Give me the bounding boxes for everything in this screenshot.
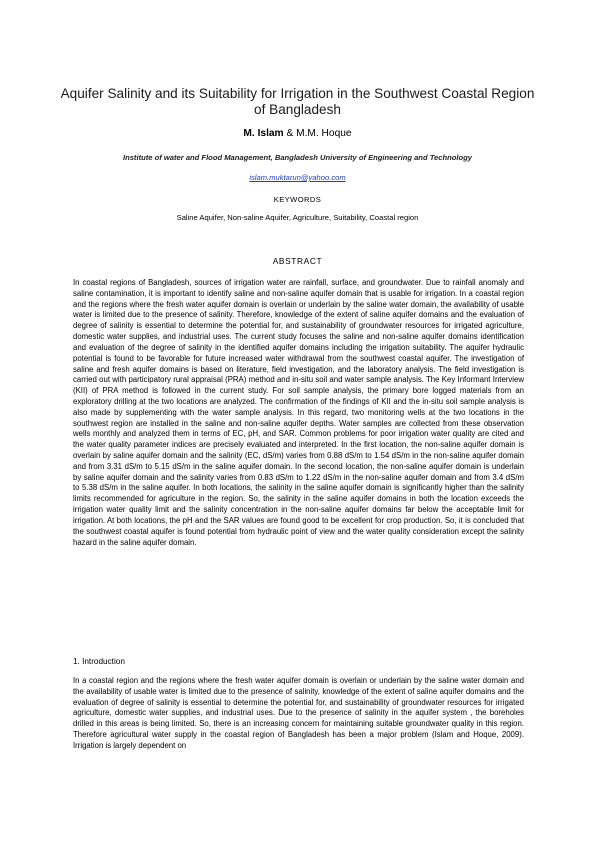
abstract-heading: ABSTRACT (272, 256, 323, 266)
affiliation: Institute of water and Flood Management, Bangladesh University of Engineering and Technology (122, 153, 473, 162)
author-primary: M. Islam (243, 128, 284, 139)
keywords-text: Saline Aquifer, Non-saline Aquifer, Agriculture, Suitability, Coastal region (176, 213, 419, 222)
abstract-body: In coastal regions of Bangladesh, sources of irrigation water are rainfall, surface, and groundwater. Due to rainfall anomaly and saline contamination, it is important to identify saline and non-saline aquifer domain that is usable for irrigation. In a coastal region and the regions where the fresh water aquifer domain is overlain or underlain by the saline water domain, the availability of usable water is limited due to the presence of salinity. Therefore, knowledge of the extent of saline aquifer domains and the evaluation of degree of salinity is essential to determine the potential for, and sustainability of groundwater resources for irrigated agriculture, domestic water supplies, and industrial uses. The current study focuses the saline and non-saline aquifer domains identification and evaluation of the degree of salinity in the identified aquifer domains including the irrigation suitability. The aquifer hydraulic potential is found to be favorable for future increased water withdrawal from the southwest coastal aquifer. The investigation of saline and fresh aquifer domains is based on literature, field investigation, and the laboratory analysis. The field investigation is carried out with participatory rural appraisal (PRA) method and in-situ soil and water sample analysis. The Key Informant Interview (KII) of PRA method is followed in the current study. For soil sample analysis, the primary bore logged materials from an exploratory drilling at the two locations are analyzed. The confirmation of the findings of KII and the in-situ soil sample analysis is also made by supplementing with the water sample analysis. In this regard, two monitoring wells at the two locations in the southwest region are installed in the saline and non-saline aquifer depths. Water samples are collected from these observation wells monthly and analyzed them in terms of EC, pH, and SAR. Common problems for poor irrigation water quality are cited and the water quality parameter indices are precisely evaluated and interpreted. In the first location, the non-saline aquifer domain is overlain by saline aquifer domain and the salinity (EC, dS/m) varies from 0.88 dS/m to 1.54 dS/m in the non-saline aquifer domain and from 3.31 dS/m to 5.15 dS/m in the saline aquifer domain. In the second location, the non-saline aquifer domain is underlain by saline aquifer domain and the salinity varies from 0.83 dS/m to 1.22 dS/m in the non-saline aquifer domain and from 3.4 dS/m to 5.38 dS/m in the saline aquifer. In both locations, the salinity in the saline aquifer domain is significantly higher than the salinity limits recommended for agriculture in the region. So, the salinity in the saline aquifer domains in both the location exceeds the irrigation water quality limit and the salinity concentration in the non-saline aquifer domains far below the acceptable limit for irrigation. At both locations, the pH and the SAR values are found good to be excellent for crop production. So, it is concluded that the southwest coastal aquifer is found potential from hydraulic point of view and the water quality consideration except the salinity hazard in the saline aquifer domain. (73, 278, 524, 547)
intro-body: In a coastal region and the regions where the fresh water aquifer domain is overlain or underlain by the saline water domain and the availability of usable water is limited due to the presence of salinity, knowledge of the extent of saline aquifer domains and the evaluation of degree of salinity is essential to determine the potential for, and sustainability of groundwater resources for irrigated agriculture, domestic water supplies, and industrial uses. Due to the presence of salinity in the aquifer system , the boreholes drilled in this areas is being limited. So, there is an increasing concern for maintaining suitable groundwater quality in this region. Therefore agricultural water supply in the coastal region of Bangladesh has been a major problem (Islam and Hoque, 2009). Irrigation is largely dependent on (73, 676, 524, 750)
keywords-heading: KEYWORDS (273, 195, 322, 204)
email-link[interactable]: islam.muktarun@yahoo.com (249, 173, 346, 182)
author-secondary: & M.M. Hoque (283, 128, 352, 139)
paper-title: Aquifer Salinity and its Suitability for Irrigation in the Southwest Coastal Region of Bangladesh (60, 86, 535, 117)
section-heading: 1. Introduction (73, 657, 125, 666)
authors-line (60, 128, 535, 139)
